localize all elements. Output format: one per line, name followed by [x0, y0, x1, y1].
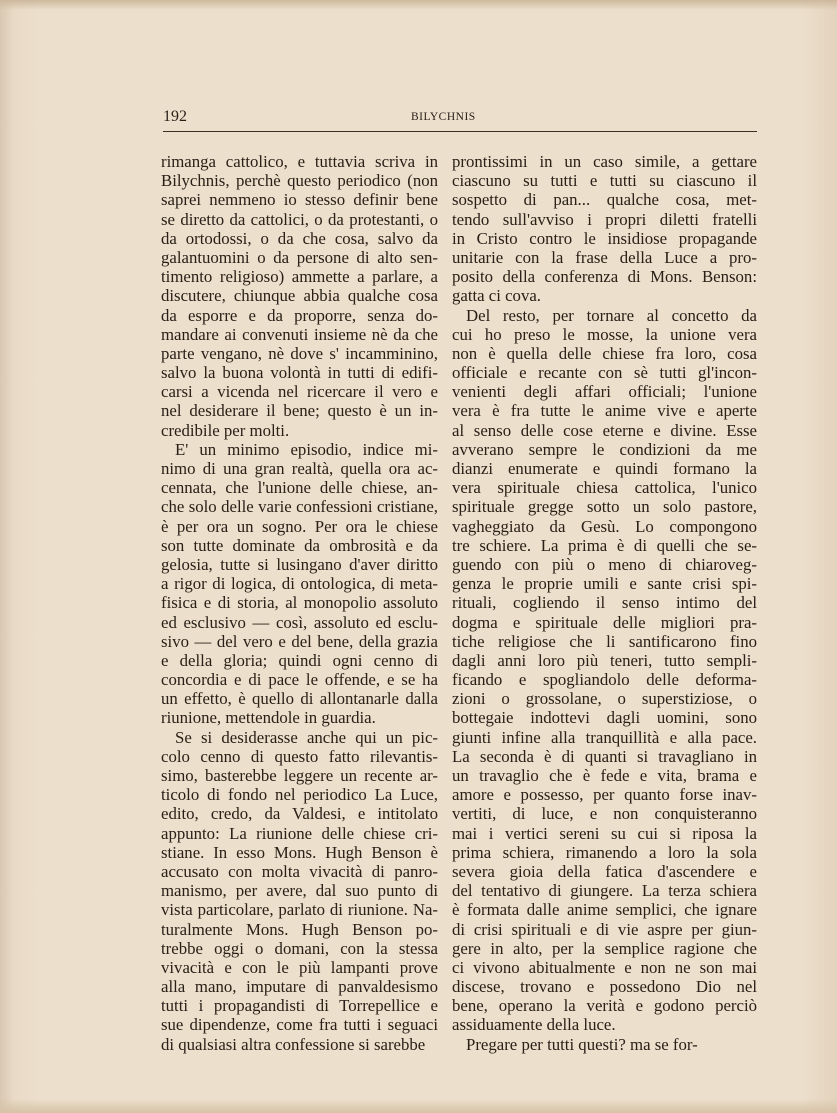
text-line: di crisi spirituali e di vie aspre per giun-	[452, 919, 757, 939]
text-line: e della gloria; quindi ogni cenno di	[161, 650, 438, 670]
text-line: riunione, mettendole in guardia.	[161, 708, 376, 728]
text-line: vivacità e con le più lampanti prove	[161, 957, 438, 977]
text-line: turalmente Mons. Hugh Benson po-	[161, 919, 438, 939]
text-line: vertiti, di luce, e non conquisteranno	[452, 804, 757, 824]
text-line: rituali, cogliendo il senso intimo del	[452, 593, 757, 613]
header-rule	[163, 131, 757, 132]
text-line: nel desiderare il bene; questo è un in-	[161, 401, 438, 421]
text-line: Del resto, per tornare al concetto da	[466, 305, 757, 325]
text-line: timento religioso) ammette a parlare, a	[161, 267, 438, 287]
text-line: al senso delle cose eterne e divine. Esse	[452, 420, 757, 440]
text-line: gatta ci cova.	[452, 286, 541, 306]
text-line: E' un minimo episodio, indice mi-	[175, 439, 438, 459]
text-line: venienti degli affari officiali; l'unione	[452, 382, 757, 402]
text-line: spirituale gregge sotto un solo pastore,	[452, 497, 757, 517]
text-line: mai i vertici sereni su cui si riposa la	[452, 823, 757, 843]
text-line: vagheggiato da Gesù. Lo compongono	[452, 516, 757, 536]
text-line: Bilychnis, perchè questo periodico (non	[161, 171, 438, 191]
text-line: tendo sull'avviso i propri diletti fratelli	[452, 209, 757, 229]
text-line: è formata dalle anime semplici, che ignare	[452, 900, 757, 920]
text-line: carsi a vicenda nel ricercare il vero e	[161, 382, 438, 402]
text-line: un travaglio che è fede e vita, brama e	[452, 766, 757, 785]
text-line: rimanga cattolico, e tuttavia scriva in	[161, 152, 438, 171]
text-line: bene, operano la verità e godono perciò	[452, 996, 757, 1016]
text-line: La seconda è di quanti si travagliano in	[452, 746, 757, 766]
text-line: è per ora un sogno. Per ora le chiese	[161, 516, 438, 536]
text-line: son tutte dominate da ombrosità e da	[161, 535, 438, 555]
text-line: ed esclusivo — così, assoluto ed esclu-	[161, 612, 438, 632]
text-line: saprei nemmeno io stesso definir bene	[161, 190, 438, 210]
text-line: di qualsiasi altra confessione si sarebbe	[161, 1034, 426, 1054]
text-line: credibile per molti.	[161, 420, 290, 440]
text-line: parte vengano, nè dove s' incamminino,	[161, 343, 438, 363]
text-line: che solo delle varie confessioni cristiane,	[161, 497, 438, 517]
text-line: concordia e di pace le offende, e se ha	[161, 670, 438, 690]
text-line: in Cristo contro le insidiose propagande	[452, 228, 757, 248]
text-line: prima schiera, rimanendo a loro la sola	[452, 842, 757, 862]
text-line: vera è fra tutte le anime vive e aperte	[452, 401, 757, 421]
page-top-edge	[0, 0, 837, 10]
text-line: cui ho preso le mosse, la unione vera	[452, 324, 757, 344]
text-line: appunto: La riunione delle chiese cri-	[161, 823, 438, 843]
text-line: amore e possesso, per quanto forse inav-	[452, 785, 757, 805]
text-line: Pregare per tutti questi? ma se for-	[466, 1034, 698, 1054]
text-line: salvo la buona volontà in tutti di edifi-	[161, 363, 438, 383]
text-line: a rigor di logica, di ontologica, di meta-	[161, 574, 438, 594]
page-number: 192	[163, 108, 187, 125]
text-line: trebbe oggi o domani, con la stessa	[161, 938, 438, 958]
left-column	[161, 152, 438, 1054]
text-line: officiale e recante con sè tutti gl'incon-	[452, 363, 757, 383]
text-line: da ortodossi, o da che cosa, salvo da	[161, 228, 438, 248]
text-line: posito della conferenza di Mons. Benson:	[452, 267, 757, 287]
text-line: assiduamente della luce.	[452, 1015, 616, 1035]
text-line: dagli anni loro più teneri, tutto sempli-	[452, 650, 757, 670]
text-line: dogma e spirituale delle migliori pra-	[452, 612, 757, 632]
text-line: non è quella delle chiese fra loro, cosa	[452, 343, 757, 363]
text-line: prontissimi in un caso simile, a gettare	[452, 152, 757, 171]
text-line: da esporre e da proporre, senza do-	[161, 305, 438, 325]
text-line: sospetto di pan... qualche cosa, met-	[452, 190, 757, 210]
text-line: gelosia, tutte si lusingano d'aver diritto	[161, 554, 438, 574]
text-line: del tentativo di giungere. La terza schiera	[452, 881, 757, 901]
text-line: stiane. In esso Mons. Hugh Benson è	[161, 842, 438, 862]
text-line: colo cenno di questo fatto rilevantis-	[161, 746, 438, 766]
text-line: mandare ai convenuti insieme nè da che	[161, 324, 438, 344]
text-line: ci vivono abitualmente e non ne son mai	[452, 957, 757, 977]
text-line: discutere, chiunque abbia qualche cosa	[161, 286, 438, 306]
page-header	[163, 108, 757, 130]
text-line: vera spirituale chiesa cattolica, l'unico	[452, 478, 757, 498]
text-line: sivo — del vero e del bene, della grazia	[161, 631, 438, 651]
text-line: tiche religiose che li santificarono fino	[452, 631, 757, 651]
text-line: fisica e di storia, al monopolio assoluto	[161, 593, 438, 613]
text-line: ciascuno su tutti e tutti su ciascuno il	[452, 171, 757, 191]
text-line: tutti i propagandisti di Torrepellice e	[161, 996, 438, 1016]
text-line: un effetto, è quello di allontanarle dalla	[161, 689, 438, 709]
text-line: nimo di una gran realtà, quella ora ac-	[161, 459, 438, 478]
text-line: bottegaie indottevi dagli uomini, sono	[452, 708, 757, 728]
text-line: alla mano, imputare di panvaldesismo	[161, 977, 438, 997]
text-line: manismo, per avere, dal suo punto di	[161, 881, 438, 901]
text-line: unitarie con la frase della Luce a pro-	[452, 247, 757, 267]
text-line: se diretto da cattolici, o da protestanti, o	[161, 209, 438, 229]
text-line: tre schiere. La prima è di quelli che se-	[452, 535, 757, 555]
text-line: gere in alto, per la semplice ragione che	[452, 938, 757, 958]
text-line: simo, basterebbe leggere un recente ar-	[161, 766, 438, 785]
page-bottom-edge	[0, 1099, 837, 1113]
text-line: severa gioia della fatica d'ascendere e	[452, 861, 757, 881]
text-line: giunti infine alla tranquillità e alla pace.	[452, 727, 757, 747]
text-line: genza le proprie umili e sante crisi spi-	[452, 574, 757, 594]
text-line: accusato con molta vivacità di panro-	[161, 861, 438, 881]
text-line: cennata, che l'unione delle chiese, an-	[161, 478, 438, 498]
text-line: ficando e spogliandolo delle deforma-	[452, 670, 757, 690]
text-line: ticolo di fondo nel periodico La Luce,	[161, 785, 438, 805]
text-line: discese, trovano e possedono Dio nel	[452, 977, 757, 997]
text-line: zioni o grossolane, o superstiziose, o	[452, 689, 757, 709]
text-line: guendo con più o meno di chiaroveg-	[452, 554, 757, 574]
text-line: dianzi enumerate e quindi formano la	[452, 459, 757, 478]
right-column	[452, 152, 757, 1054]
text-line: sue dipendenze, come fra tutti i seguaci	[161, 1015, 438, 1035]
text-line: galantuomini o da persone di alto sen-	[161, 247, 438, 267]
running-head: BILYCHNIS	[411, 111, 476, 123]
text-line: vista particolare, parlato di riunione. Na-	[161, 900, 438, 920]
text-line: edito, credo, da Valdesi, e intitolato	[161, 804, 438, 824]
text-line: Se si desiderasse anche qui un pic-	[175, 727, 438, 747]
text-line: avverano sempre le condizioni da me	[452, 439, 757, 459]
